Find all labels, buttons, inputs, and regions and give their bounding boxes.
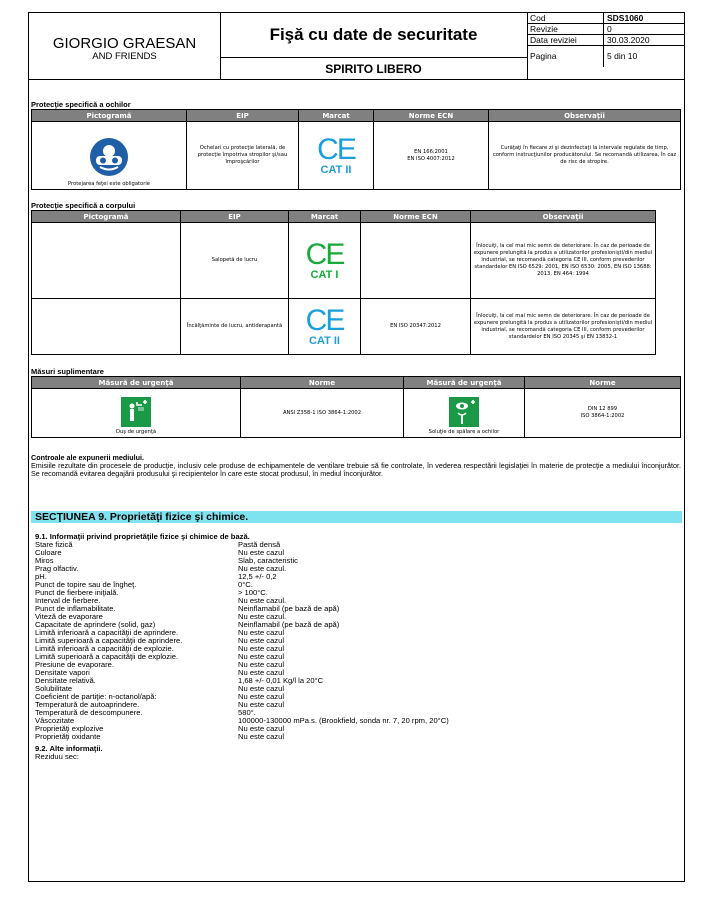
body-norme	[361, 223, 471, 299]
property-name: Temperatură de autoaprindere.	[35, 700, 140, 709]
meta-value: 0	[604, 24, 685, 35]
col-header: Norme	[525, 377, 681, 389]
ce-mark-icon: CE CAT II	[301, 135, 371, 176]
property-value: Nu este cazul	[238, 636, 285, 645]
meta-value: 30.03.2020	[604, 35, 685, 46]
property-name: Capacitate de aprindere (solid, gaz)	[35, 620, 156, 629]
property-name: Limită inferioară a capacităţii de aprindere.	[35, 628, 179, 637]
section9-title: SECŢIUNEA 9. Proprietăţi fizice şi chimice.	[31, 511, 682, 523]
meta-key: Pagina	[527, 46, 604, 68]
body-obs: Înlocuiţi, la cel mai mic semn de deteriorare. În caz de perioade de expunere prelungită la produs a utilizatorilor profesionişti/din mediul industrial, se recomandă categoria CE III, conform prevederilor standardelor EN ISO 6529: 2001, EN ISO 6530: 2005, EN ISO 13688: 2013, EN 464: 1994	[471, 223, 656, 299]
body-cat: CAT I	[310, 269, 339, 281]
property-value: Nu este cazul.	[238, 596, 287, 605]
col-header: EIP	[181, 211, 289, 223]
property-value: Nu este cazul	[238, 628, 285, 637]
property-value: > 100°C.	[238, 588, 268, 597]
shower-cell	[32, 389, 241, 438]
meta-value: SDS1060	[604, 13, 685, 24]
property-name: Temperatură de descompunere.	[35, 708, 143, 717]
section9-sub2: 9.2. Alte informaţii.	[35, 744, 103, 753]
title-block	[220, 13, 528, 79]
property-name: Densitate vapori	[35, 668, 90, 677]
col-header: Observaţii	[471, 211, 656, 223]
product-name: SPIRITO LIBERO	[220, 57, 527, 80]
body-section-title: Protecţie specifică a corpului	[31, 201, 136, 210]
property-value: Nu este cazul	[238, 548, 285, 557]
property-name: Limită inferioară a capacităţii de explozie.	[35, 644, 174, 653]
property-value: Slab, caracteristic	[238, 556, 298, 565]
property-value: Neinflamabil (pe bază de apă)	[238, 604, 340, 613]
property-name: Limită superioară a capacităţii de aprindere.	[35, 636, 183, 645]
eyewash-cell	[404, 389, 525, 438]
property-row	[35, 564, 287, 573]
body-eip: Salopetă de lucru	[181, 223, 289, 299]
property-name: Punct de inflamabilitate.	[35, 604, 116, 613]
emergency-shower-icon	[121, 397, 151, 427]
property-name: Interval de fierbere.	[35, 596, 101, 605]
property-value: 12,5 +/- 0,2	[238, 572, 277, 581]
col-header: Pictogramă	[32, 211, 181, 223]
body-table	[31, 210, 656, 355]
residue-label: Reziduu sec:	[35, 752, 79, 761]
property-name: Culoare	[35, 548, 62, 557]
property-value: Nu este cazul	[238, 700, 285, 709]
property-name: Proprietăţi oxidante	[35, 732, 101, 741]
col-header: EIP	[187, 110, 299, 122]
property-value: Nu este cazul	[238, 692, 285, 701]
body-marcat-cell	[289, 299, 361, 355]
property-name: Punct de topire sau de îngheţ.	[35, 580, 137, 589]
property-name: Densitate relativă.	[35, 676, 96, 685]
body-picto-cell	[32, 299, 181, 355]
meta-key: Revizie	[527, 24, 604, 35]
body-marcat-cell	[289, 223, 361, 299]
property-name: Prag olfactiv.	[35, 564, 79, 573]
ce-mark-icon: CE CAT I	[291, 240, 358, 281]
property-name: Viteză de evaporare	[35, 612, 103, 621]
property-value: Nu este cazul	[238, 732, 285, 741]
property-value: Nu este cazul.	[238, 612, 287, 621]
property-value: Neinflamabil (pe bază de apă)	[238, 620, 340, 629]
col-header: Norme ECN	[374, 110, 489, 122]
company-block	[29, 13, 221, 79]
extra-table	[31, 376, 681, 438]
property-value: 0°C.	[238, 580, 253, 589]
eye-norme: EN 166:2001 EN ISO 4007:2012	[374, 122, 489, 190]
eye-obs: Curăţaţi în fiecare zi şi dezinfectaţi la intervale regulate de timp, conform instrucţiunilor producătorului. Se recomandă utilizarea, în caz de risc de stropire.	[489, 122, 681, 190]
eye-section-title: Protecţie specifică a ochilor	[31, 100, 131, 109]
eye-cat: CAT II	[320, 164, 352, 176]
property-value: 1,68 +/- 0,01 Kg/l la 20°C	[238, 676, 324, 685]
property-name: Limită superioară a capacităţii de explozie.	[35, 652, 179, 661]
page-border-right	[684, 80, 685, 882]
eye-picto-caption: Protejarea feţei este obligatorie	[67, 181, 150, 187]
col-header: Pictogramă	[32, 110, 187, 122]
body-obs: Înlocuiţi, la cel mai mic semn de deteriorare. În caz de perioade de expunere prelungită la produs a utilizatorilor profesionişti/din mediul industrial, se recomandă categoria CE III, conform prevederilor standardelor EN ISO 20345 şi EN 13832-1	[471, 299, 656, 355]
properties-rows	[35, 540, 449, 741]
eye-table	[31, 109, 681, 190]
property-name: pH.	[35, 572, 47, 581]
goggles-mandatory-icon	[89, 137, 129, 177]
eyewash-norme: DIN 12 899 ISO 3864-1:2002	[525, 389, 681, 438]
extra-section-title: Măsuri suplimentare	[31, 367, 104, 376]
col-header: Măsură de urgenţă	[404, 377, 525, 389]
property-row	[35, 548, 285, 557]
controls-text: Emisiile rezultate din procesele de producţie, inclusiv cele produse de echipamentele de ventilare trebuie să fie controlate, în vederea respectării legislaţiei în materie de protecţie a mediului înconjurător. Se recomandă evitarea degajării produsului şi recipientelor în care este stocat produsul, în mediul înconjurător.	[31, 461, 681, 478]
body-picto-cell	[32, 223, 181, 299]
shower-norme: ANSI Z358-1 ISO 3864-1:2002	[241, 389, 404, 438]
company-sub: AND FRIENDS	[92, 51, 157, 62]
property-name: Stare fizică	[35, 540, 73, 549]
eye-eip: Ochelari cu protecţie laterală, de protecţie împotriva stropilor şi/sau împroşcărilor	[187, 122, 299, 190]
eyewash-caption: Soluţie de spălare a ochilor	[428, 429, 500, 435]
page-bottom-rule	[28, 881, 685, 882]
property-name: Coeficient de partiţie: n-octanol/apă:	[35, 692, 157, 701]
page-border-left	[28, 80, 29, 882]
col-header: Marcat	[289, 211, 361, 223]
company-name: GIORGIO GRAESAN	[52, 35, 197, 52]
meta-block	[527, 13, 684, 79]
body-cat: CAT II	[309, 335, 340, 347]
property-name: Proprietăţi explozive	[35, 724, 104, 733]
environment-controls	[31, 454, 681, 478]
property-name: Punct de fierbere iniţială.	[35, 588, 119, 597]
header-box	[28, 12, 685, 80]
meta-value: 5 din 10	[607, 51, 638, 61]
property-name: Solubilitate	[35, 684, 73, 693]
col-header: Observaţii	[489, 110, 681, 122]
property-value: Nu este cazul	[238, 684, 285, 693]
property-value: 580°.	[238, 708, 256, 717]
property-value: Pastă densă	[238, 540, 281, 549]
controls-title: Controale ale expunerii mediului.	[31, 453, 145, 462]
property-value: Nu este cazul	[238, 644, 285, 653]
property-row	[35, 540, 281, 549]
property-value: 100000-130000 mPa.s. (Brookfield, sonda nr. 7, 20 rpm, 20°C)	[238, 716, 449, 725]
doc-title: Fişă cu date de securitate	[269, 25, 478, 44]
col-header: Măsură de urgenţă	[32, 377, 241, 389]
property-name: Miros	[35, 556, 54, 565]
ce-mark-icon: CE CAT II	[291, 306, 358, 347]
section9-sub1: 9.1. Informaţii privind proprietăţile fizice şi chimice de bază.	[35, 532, 250, 541]
meta-key: Cod	[527, 13, 604, 24]
meta-key: Data reviziei	[527, 35, 604, 46]
shower-caption: Duş de urgenţă	[115, 429, 157, 435]
property-value: Nu este cazul.	[238, 564, 287, 573]
body-eip: Încălţăminte de lucru, antiderapantă	[181, 299, 289, 355]
eye-picto-cell	[32, 122, 187, 190]
eye-marcat-cell	[299, 122, 374, 190]
property-name: Presiune de evaporare.	[35, 660, 114, 669]
col-header: Norme ECN	[361, 211, 471, 223]
property-value: Nu este cazul	[238, 652, 285, 661]
col-header: Marcat	[299, 110, 374, 122]
property-row	[35, 732, 285, 741]
eye-wash-icon	[449, 397, 479, 427]
properties-list	[35, 532, 449, 761]
property-name: Vâscozitate	[35, 716, 75, 725]
body-norme: EN ISO 20347:2012	[361, 299, 471, 355]
property-value: Nu este cazul	[238, 724, 285, 733]
col-header: Norme	[241, 377, 404, 389]
property-value: Nu este cazul	[238, 668, 285, 677]
property-value: Nu este cazul	[238, 660, 285, 669]
